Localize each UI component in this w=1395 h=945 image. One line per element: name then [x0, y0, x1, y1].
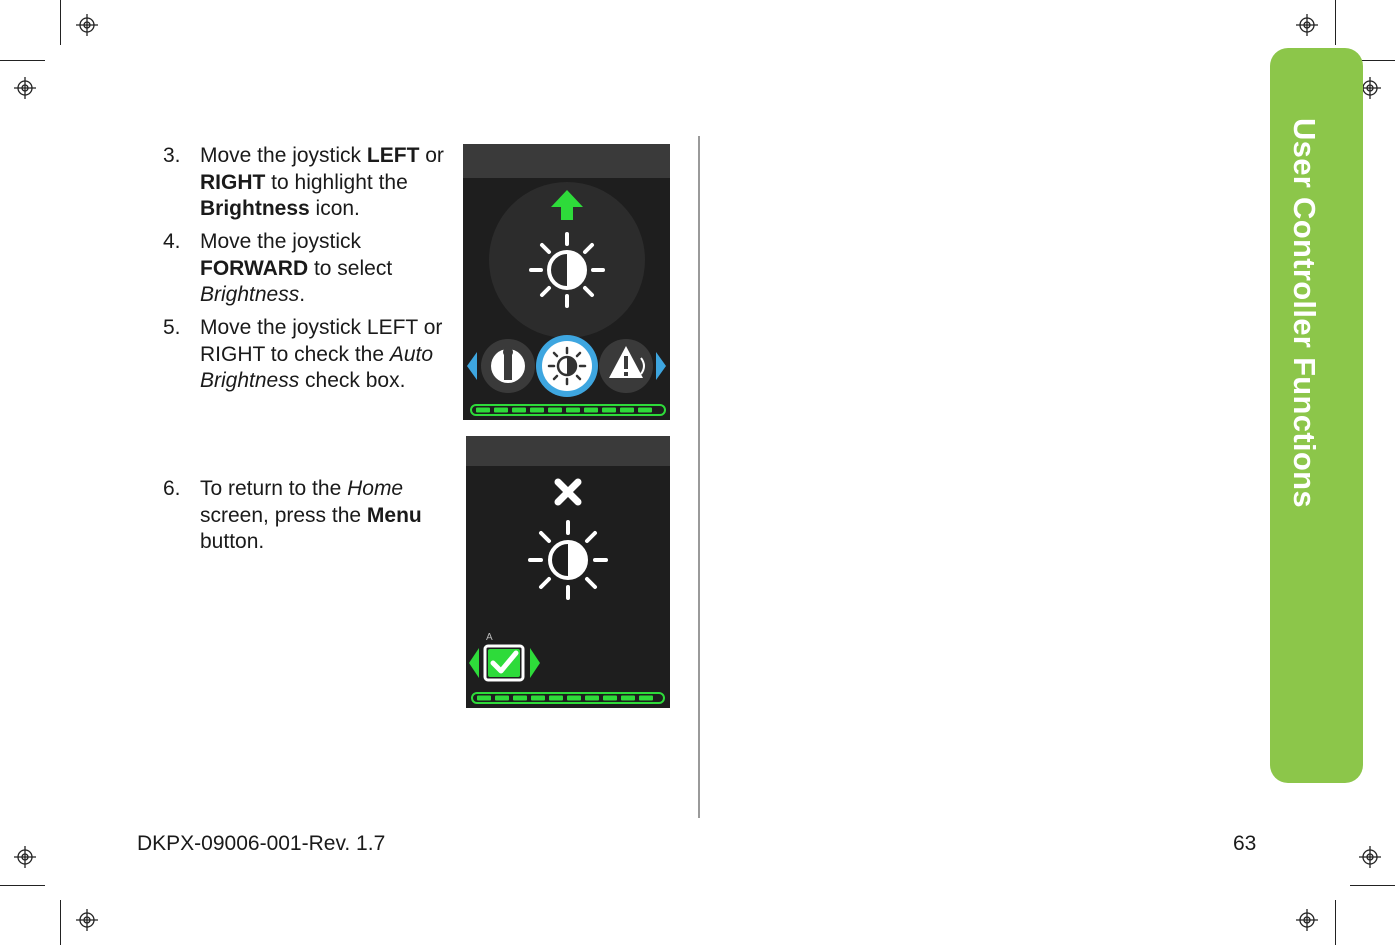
- left-arrow-icon: [467, 352, 477, 380]
- step-text: [200, 229, 458, 309]
- step-text-run: .: [299, 283, 306, 306]
- step-text-run: Brightness: [200, 283, 300, 306]
- registration-mark: [14, 77, 36, 99]
- step-text-run: button.: [200, 530, 265, 553]
- page-number: 63: [1233, 832, 1257, 855]
- step-text-run: Move the joystick: [200, 230, 362, 253]
- section-title: User Controller Functions: [1287, 118, 1322, 508]
- step-number: 5.: [163, 316, 181, 339]
- wrench-icon: [481, 339, 535, 393]
- auto-brightness-checkbox: [485, 646, 523, 680]
- step-text-run: To return to the: [200, 477, 348, 500]
- step-text-run: Auto Brightness: [200, 342, 434, 392]
- step-text-run: to highlight the: [265, 170, 408, 194]
- step-number: 6.: [163, 477, 181, 500]
- screen-graphics: [463, 144, 670, 420]
- step-text-run: or: [419, 144, 444, 167]
- column-divider: [698, 136, 700, 818]
- checkbox-label: A: [486, 632, 493, 643]
- battery-gauge: [471, 405, 665, 415]
- registration-mark: [76, 14, 98, 36]
- step-text-run: Home: [347, 477, 404, 500]
- registration-mark: [14, 846, 36, 868]
- right-arrow-icon: [530, 648, 540, 678]
- step-text-run: Move the joystick LEFT or RIGHT to check the: [200, 316, 443, 366]
- screen-graphics: [466, 436, 670, 708]
- close-icon: [558, 482, 578, 502]
- registration-mark: [1296, 14, 1318, 36]
- step-text-run: RIGHT: [200, 170, 266, 194]
- step-text-run: to select: [308, 256, 393, 280]
- registration-mark: [1296, 909, 1318, 931]
- right-arrow-icon: [656, 352, 666, 380]
- step-text-run: Menu: [366, 503, 422, 527]
- step-text-run: FORWARD: [200, 256, 309, 280]
- step-text-run: Move the joystick: [200, 144, 367, 167]
- brightness-menu-icon: [536, 335, 598, 397]
- registration-mark: [1359, 846, 1381, 868]
- step-text: [200, 476, 458, 556]
- step-text-run: LEFT: [366, 144, 420, 167]
- step-number: 4.: [163, 230, 181, 253]
- left-arrow-icon: [469, 648, 479, 678]
- step-text-run: icon.: [309, 197, 360, 220]
- registration-mark: [76, 909, 98, 931]
- step-text-run: Brightness: [200, 197, 310, 220]
- controller-screen-brightness: [466, 436, 670, 708]
- step-text-run: screen, press the: [200, 503, 367, 527]
- step-text: [200, 143, 458, 223]
- alert-sound-icon: [599, 339, 653, 393]
- step-text-run: check box.: [299, 369, 406, 392]
- step-number: 3.: [163, 144, 181, 167]
- battery-gauge: [472, 693, 664, 703]
- step-text: [200, 315, 458, 395]
- document-number: DKPX-09006-001-Rev. 1.7: [137, 832, 386, 855]
- controller-screen-menu: [463, 144, 670, 420]
